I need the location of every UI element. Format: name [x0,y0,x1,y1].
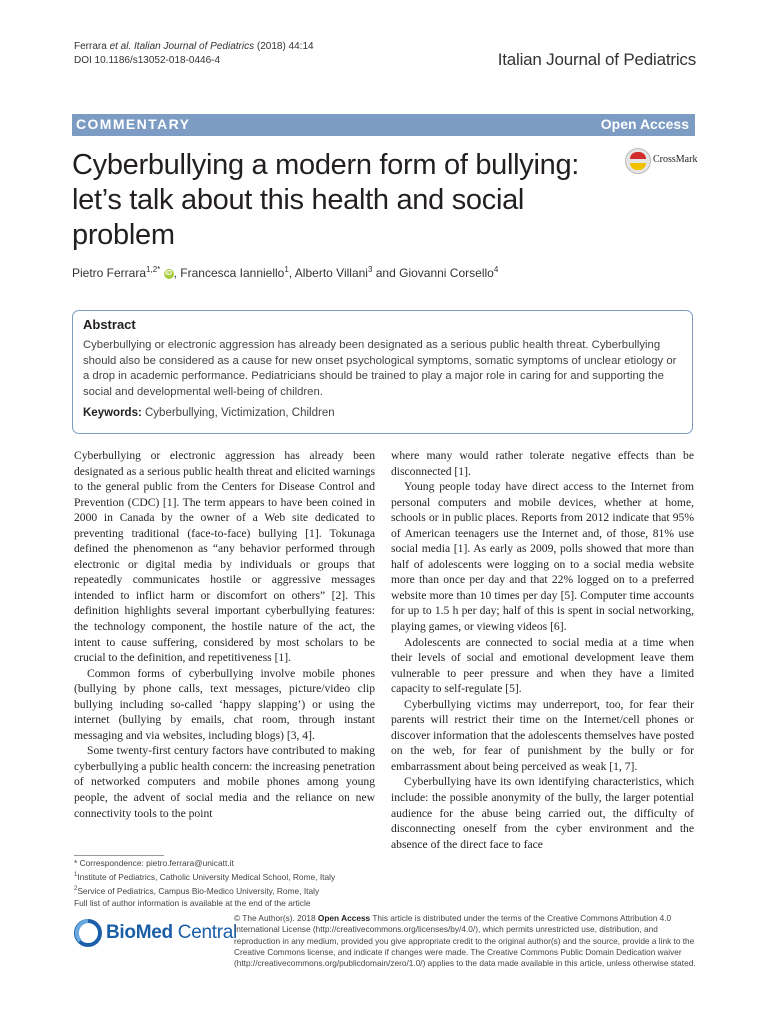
license-text [234,913,696,969]
body-paragraph: Common forms of cyberbullying involve mobile phones (bullying by phone calls, text messages, picture/video clip bullying including so-called ‘happy slapping’) or using the internet (bullying by emails, chat room, through instant messaging and via websites, including blogs) [3, 4]. [74,666,375,742]
author-name: , Alberto Villani [288,266,368,280]
doi[interactable]: DOI 10.1186/s13052-018-0446-4 [74,55,221,66]
body-column-right [391,448,694,852]
affiliation [74,883,374,897]
correspondence: * Correspondence: pietro.ferrara@unicatt.it [74,858,234,868]
affiliation-number: 1 [74,872,78,878]
affiliation-text: Service of Pediatrics, Campus Bio-Medico University, Rome, Italy [77,885,320,896]
author-list [72,262,498,281]
keywords-list: Cyberbullying, Victimization, Children [141,407,335,419]
abstract-box [72,310,693,434]
section-label: COMMENTARY [76,116,191,132]
body-paragraph: Cyberbullying have its own identifying characteristics, which include: the possible anonymity of the bully, the larger potential audience for the abuse being carried out, the difficulty of disconnecting oneself from the cyber environment and the absence of the direct face to face [391,775,694,851]
footnotes [74,857,374,909]
abstract-heading: Abstract [83,317,136,332]
citation-authors: Ferrara [74,41,110,52]
body-paragraph: Adolescents are connected to social media at a time when their levels of social and emotional development leave them vulnerable to peer pressure and when they have a limited capacity to self-regulate [5]. [391,635,694,696]
author-name: , Francesca Ianniello [173,266,285,280]
citation-volume: (2018) 44:14 [254,41,314,52]
affiliation-number: 2 [74,885,78,892]
article-title: Cyberbullying a modern form of bullying: let’s talk about this health and social problem [72,149,580,251]
author-info-note: Full list of author information is available at the end of the article [74,897,311,908]
publisher-name [106,922,237,944]
author-affiliation: 1,2* [146,265,161,274]
author-affiliation: 1 [284,265,289,274]
affiliation [74,869,374,883]
section-banner [72,114,695,136]
crossmark-icon [625,148,651,174]
biomed-central-icon [74,919,102,947]
license-body: This article is distributed under the terms of the Creative Commons Attribution 4.0 International License (http://creativecommons.org/licenses/by/4.0/), which permits unrestricted use, distribution, and reproduction in any medium, provided you give appropriate credit to the original author(s) and the source, provide a link to the Creative Commons license, and indicate if changes were made. The Creative Commons Public Domain Dedication waiver (http://creativecommons.org/publicdomain/zero/1.0/) applies to the data made available in this article, unless otherwise stated. [234,913,696,969]
publisher-name-bold: BioMed [106,922,173,943]
abstract-text: Cyberbullying or electronic aggression has already been designated as a serious public health threat. Cyberbullying should also be considered as a cause for new onset psychological symptoms, somatic symptoms of unclear etiology or a drop in academic performance. Pediatricians should be trained to play a major role in caring for and supporting the social and developmental well-being of children. [83,339,677,398]
body-paragraph: Young people today have direct access to the Internet from personal computers and mobile devices, whether at home, schools or in public places. Reports from 2012 indicate that 95% of American teenagers use the Internet and, of those, 81% use social media [1]. As early as 2009, polls showed that more than half of adolescents were logging on to a social media website more than once per day and that 22% logged on to a preferred website more than 10 times per day [5]. Computer time accounts for up to 1.5 h per day; half of this is spent in social networking, playing games, or viewing videos [6]. [391,480,694,634]
author-name: and Giovanni Corsello [372,266,494,280]
keywords [83,407,335,419]
body-paragraph: Some twenty-first century factors have contributed to making cyberbullying a public health concern: the increasing penetration of networked computers and mobile phones among young people, the advent of social media and the reliance on new connectivity tools to the point [74,744,376,820]
journal-name: Italian Journal of Pediatrics [497,50,696,69]
crossmark-label: CrossMark [653,154,698,165]
publisher-name-rest: Central [172,922,237,943]
affiliation-text: Institute of Pediatrics, Catholic University Medical School, Rome, Italy [77,871,336,882]
body-column-left [74,448,375,821]
open-access-label: Open Access [600,116,689,132]
publisher-logo[interactable] [74,918,237,948]
citation-block [74,40,314,68]
body-paragraph: Cyberbullying victims may underreport, too, for fear their parents will restrict their time on the Internet/cell phones or discover information that the adolescents themselves have posted on the web, for fear of punishment by the bully or for embarrassment about being perceived as weak [1, 7]. [391,697,694,773]
author-affiliation: 3 [367,265,373,274]
keywords-label: Keywords: [83,407,142,419]
crossmark-button[interactable] [625,148,698,174]
body-paragraph: Cyberbullying or electronic aggression has already been designated as a serious public health threat and elicited warnings to the general public from the Centers for Disease Control and Prevention (CDC) [1]. The term appears to have been coined in 2000 in Canada by the owner of a Web site dedicated to preventing traditional (face-to-face) bullying [1]. Tokunaga defined the phenomenon as “any behavior performed through electronic or digital media by individuals or groups that repeatedly communicates hostile or aggressive messages intended to inflict harm or discomfort on others” [2]. This definition highlights several important cyberbullying features: the technology component, the hostile nature of the act, the intent to cause suffering, considered by most scholars to be crucial to the definition, and repetitiveness [1]. [74,449,375,665]
citation-line [74,40,314,54]
body-paragraph: where many would rather tolerate negative effects than be disconnected [1]. [391,449,694,478]
footnote-divider [74,855,164,856]
author-affiliation: 4 [493,265,499,274]
license-open-access: Open Access [317,913,371,923]
orcid-icon[interactable]: iD [165,269,173,277]
copyright: © The Author(s). 2018 [234,913,318,923]
citation-journal: et al. Italian Journal of Pediatrics [109,41,255,52]
author-name: Pietro Ferrara [72,266,147,280]
